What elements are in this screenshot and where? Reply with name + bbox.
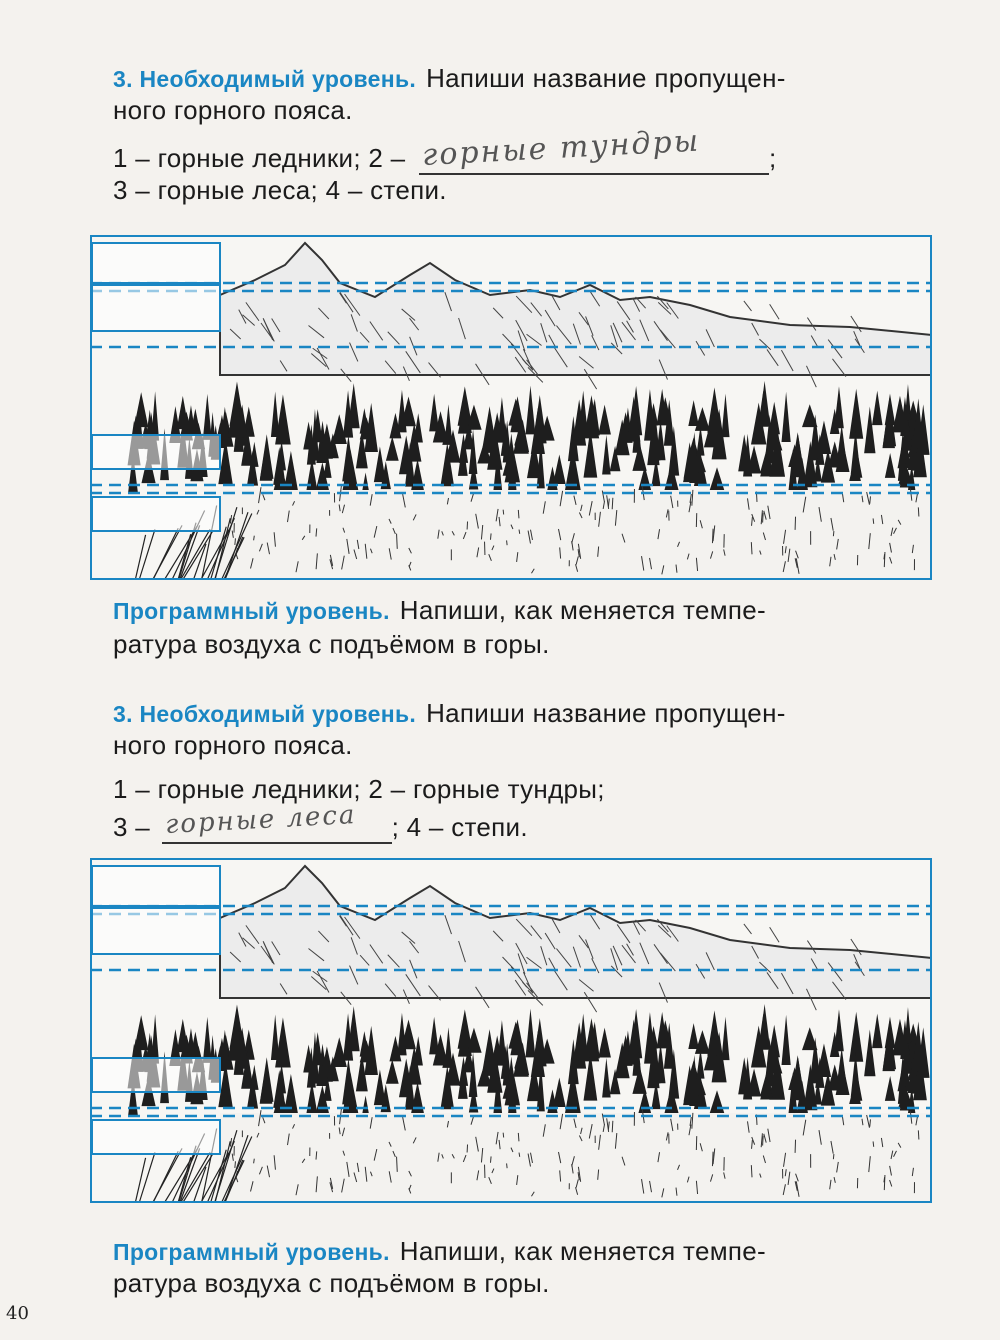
item-line-2: 3 – горные леса; 4 – степи. — [113, 175, 447, 205]
belt-list-1: 1 – горные ледники; 2 – — [113, 143, 406, 173]
program-label: Программный уровень. — [113, 598, 390, 624]
task-line-1 — [113, 63, 933, 94]
task-line-1 — [113, 698, 933, 729]
belt-list-punct: ; — [768, 143, 777, 173]
task-label: 3. Необходимый уровень. — [113, 66, 417, 92]
task-line-2: ного горного пояса. — [113, 95, 353, 125]
program-text: Напиши, как меняется темпе- — [399, 595, 766, 625]
item-line-1: 1 – горные ледники; 2 – горные тундры; — [113, 774, 605, 804]
program-line-1 — [113, 1236, 933, 1267]
task-text: Напиши название пропущен- — [426, 698, 786, 728]
task-label: 3. Необходимый уровень. — [113, 701, 417, 727]
mountain-landscape-icon — [90, 235, 932, 580]
program-line-1 — [113, 595, 933, 626]
program-line-2: ратура воздуха с подъёмом в горы. — [113, 629, 550, 659]
answer-line-belt-2[interactable] — [419, 123, 769, 175]
item-line-1 — [113, 123, 933, 175]
program-line-2: ратура воздуха с подъёмом в горы. — [113, 1268, 550, 1298]
mountain-landscape-icon — [90, 858, 932, 1203]
answer-line-belt-3[interactable] — [162, 800, 392, 844]
page-number: 40 — [6, 1303, 29, 1324]
task-text: Напиши название пропущен- — [426, 63, 786, 93]
item-line-2 — [113, 800, 933, 844]
program-text: Напиши, как меняется темпе- — [399, 1236, 766, 1266]
task-line-2: ного горного пояса. — [113, 730, 353, 760]
belt-list-end: ; 4 – степи. — [391, 812, 528, 842]
program-label: Программный уровень. — [113, 1239, 390, 1265]
mountain-illustration-1 — [90, 235, 932, 580]
handwritten-answer: горные тундры — [421, 123, 701, 173]
handwritten-answer: горные леса — [164, 800, 357, 840]
belt-list-start: 3 – — [113, 812, 151, 842]
mountain-illustration-2 — [90, 858, 932, 1203]
